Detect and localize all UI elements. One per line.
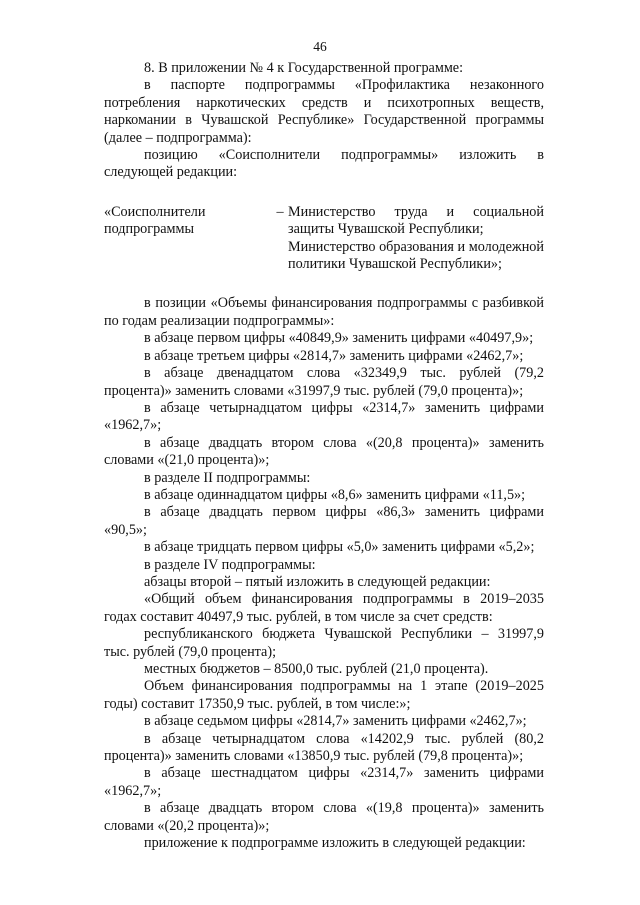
paragraph: в абзаце двадцать первом цифры «86,3» заменить цифрами «90,5»; [104, 504, 544, 538]
paragraph: в абзаце седьмом цифры «2814,7» заменить цифрами «2462,7»; [144, 713, 527, 730]
section-heading: в разделе IV подпрограммы: [144, 556, 316, 573]
paragraph: в абзаце третьем цифры «2814,7» заменить цифрами «2462,7»; [144, 347, 524, 364]
paragraph: в абзаце четырнадцатом цифры «2314,7» заменить цифрами «1962,7»; [104, 399, 544, 434]
paragraph: в абзаце четырнадцатом слова «14202,9 тыс. рублей (80,2 процента)» заменить словами «13850,9 тыс. рублей (79,8 процента)»; [104, 730, 544, 765]
coexecutors-table [104, 204, 544, 274]
table-label-cell [104, 204, 288, 274]
paragraph: в позиции «Объемы финансирования подпрограммы с разбивкой по годам реализации подпрограммы»: [104, 295, 544, 329]
intro-paragraph: позицию «Соисполнители подпрограммы» изложить в следующей редакции: [104, 147, 544, 181]
paragraph: в абзаце одиннадцатом цифры «8,6» заменить цифрами «11,5»; [144, 486, 526, 503]
table-value-cell [288, 204, 544, 274]
paragraph: в абзаце первом цифры «40849,9» заменить цифрами «40497,9»; [144, 330, 534, 347]
paragraph: в абзаце двенадцатом слова «32349,9 тыс. рублей (79,2 процента)» заменить словами «31997,9 тыс. рублей (79,0 процента)»; [104, 365, 544, 399]
paragraph: абзацы второй – пятый изложить в следующей редакции: [144, 573, 491, 590]
paragraph: Объем финансирования подпрограммы на 1 этапе (2019–2025 годы) составит 17350,9 тыс. рублей, в том числе:»; [104, 678, 544, 712]
paragraph: в абзаце шестнадцатом цифры «2314,7» заменить цифрами «1962,7»; [104, 765, 544, 799]
paragraph: республиканского бюджета Чувашской Республики – 31997,9 тыс. рублей (79,0 процента); [104, 626, 544, 660]
paragraph: приложение к подпрограмме изложить в следующей редакции: [144, 835, 526, 852]
item-heading: 8. В приложении № 4 к Государственной программе: [144, 60, 464, 76]
table-dash: – [276, 203, 284, 220]
table-value: Министерство труда и социальной защиты Чувашской Республики; [288, 203, 544, 238]
page-number: 46 [313, 39, 327, 54]
table-value: Министерство образования и молодежной политики Чувашской Республики»; [288, 238, 544, 273]
paragraph: местных бюджетов – 8500,0 тыс. рублей (21,0 процента). [144, 661, 489, 677]
paragraph: «Общий объем финансирования подпрограммы в 2019–2035 годах составит 40497,9 тыс. рублей, в том числе за счет средств: [104, 591, 544, 625]
section-heading: в разделе II подпрограммы: [144, 469, 311, 486]
table-label: «Соисполнители подпрограммы [104, 203, 206, 238]
document-body [104, 60, 544, 852]
paragraph: в абзаце тридцать первом цифры «5,0» заменить цифрами «5,2»; [144, 539, 535, 556]
intro-paragraph: в паспорте подпрограммы «Профилактика незаконного потребления наркотических средств и психотропных веществ, наркомании в Чувашской Республике» Государственной программы (далее – подпрограмма): [104, 77, 544, 146]
paragraph: в абзаце двадцать втором слова «(19,8 процента)» заменить словами «(20,2 процента)»; [104, 800, 544, 834]
paragraph: в абзаце двадцать втором слова «(20,8 процента)» заменить словами «(21,0 процента)»; [104, 434, 544, 469]
